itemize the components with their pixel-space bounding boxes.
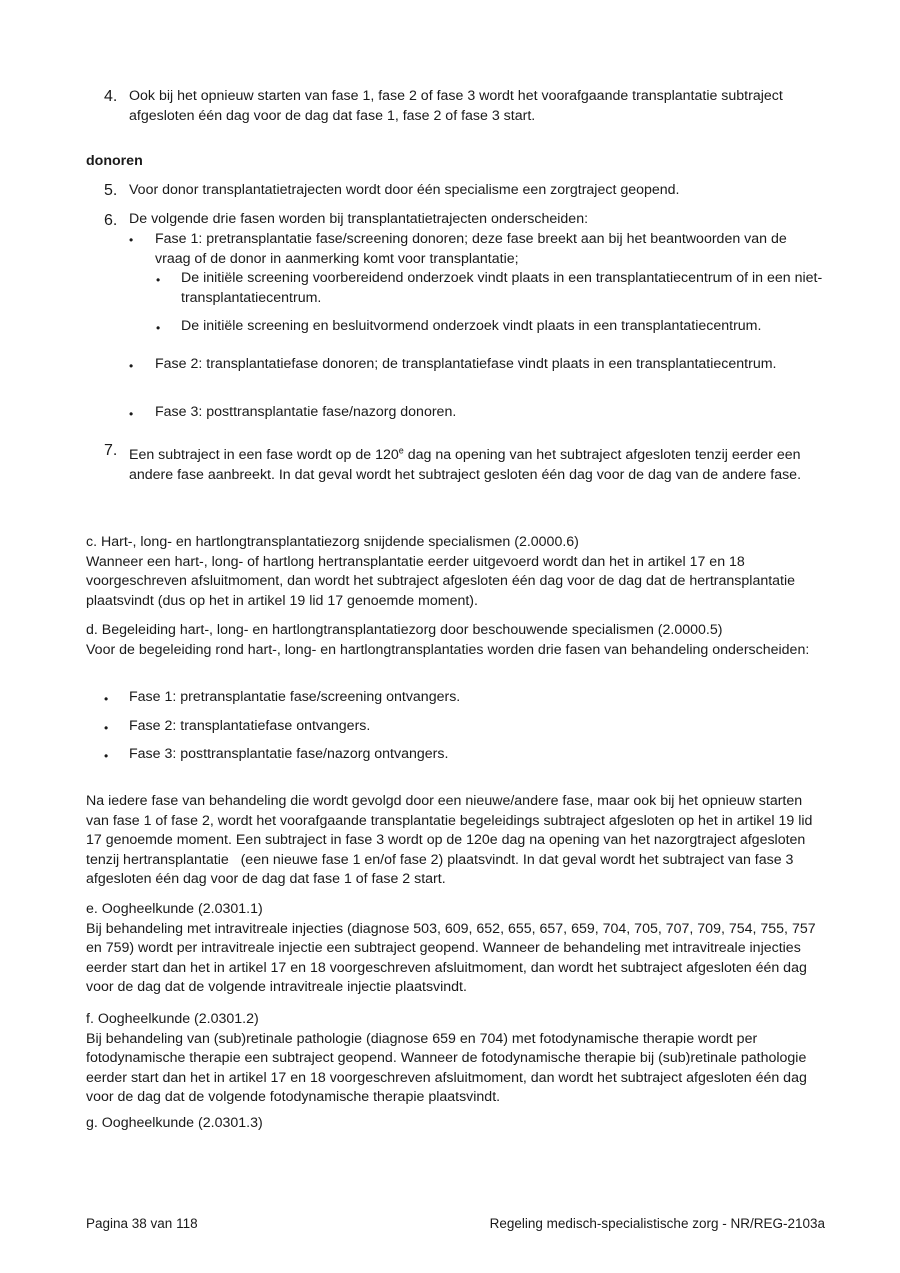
section-g-heading: g. Oogheelkunde (2.0301.3)	[86, 1115, 263, 1131]
page-number: Pagina 38 van 118	[86, 1216, 198, 1231]
section-body: Voor de begeleiding rond hart-, long- en hartlongtransplantaties worden drie fasen van behandeling onderscheiden:	[86, 641, 810, 658]
item7-text-after: dag na opening van het subtraject afgesloten tenzij eerder een andere fase aanbreekt. In dat geval wordt het subtraject gesloten één dag voor de dag van de andere fase.	[129, 447, 802, 483]
section-d-after: Na iedere fase van behandeling die wordt gevolgd door een nieuwe/andere fase, maar ook bij het opnieuw starten van fase 1 of fase 2, wordt het voorafgaande transplantatie begeleidings subtraject afgesloten op het in artikel 19 lid 17 genoemde moment. Een subtraject in fase 3 wordt op de 120e dag na opening van het nazorgtraject afgesloten tenzij hertransplantatie (een nieuwe fase 1 en/of fase 2) plaatsvindt. In dat geval wordt het subtraject van fase 3 afgesloten één dag voor de dag dat fase 1 of fase 2 start.	[86, 793, 817, 888]
sub-bullet-item: De initiële screening voorbereidend onderzoek vindt plaats in een transplantatiecentrum of in een niet-transplantatiecentrum.	[181, 270, 823, 306]
bullet-icon: •	[104, 721, 109, 735]
section-f	[86, 1010, 826, 1108]
bullet-icon: •	[156, 321, 161, 335]
bullet-item: Fase 2: transplantatiefase ontvangers.	[129, 718, 371, 734]
bullet-item: Fase 3: posttransplantatie fase/nazorg donoren.	[155, 404, 457, 420]
bullet-item: Fase 1: pretransplantatie fase/screening donoren; deze fase breekt aan bij het beantwoorden van de vraag of de donor in aanmerking komt voor transplantatie;	[155, 231, 787, 267]
list-number: 7.	[104, 442, 118, 459]
section-e	[86, 900, 826, 998]
superscript: e	[398, 445, 404, 456]
list-number: 6.	[104, 212, 118, 229]
list-number: 4.	[104, 88, 118, 105]
list-item-5: Voor donor transplantatietrajecten wordt door één specialisme een zorgtraject geopend.	[129, 182, 680, 198]
bullet-icon: •	[104, 749, 109, 763]
sub-bullet-item: De initiële screening en besluitvormend onderzoek vindt plaats in een transplantatiecentrum.	[181, 318, 762, 334]
item7-text-before: Een subtraject in een fase wordt op de 120	[129, 447, 399, 463]
list-item-6: De volgende drie fasen worden bij transplantatietrajecten onderscheiden:	[129, 211, 589, 227]
section-body: Wanneer een hart-, long- of hartlong hertransplantatie eerder uitgevoerd wordt dan het in artikel 17 en 18 voorgeschreven afsluitmoment, dan wordt het subtraject afgesloten één dag voor de dag dat de hertransplantatie plaatsvindt (dus op het in artikel 19 lid 17 genoemde moment).	[86, 553, 796, 609]
list-item-7	[129, 446, 829, 485]
section-body: Bij behandeling van (sub)retinale pathologie (diagnose 659 en 704) met fotodynamische therapie wordt per fotodynamische therapie een subtraject geopend. Wanneer de fotodynamische therapie bij (sub)retinale pathologie eerder start dan het in artikel 17 en 18 voorgeschreven afsluitmoment, dan wordt het subtraject afgesloten één dag voor de dag dat de volgende fotodynamische therapie plaatsvindt.	[86, 1030, 807, 1106]
section-body: Bij behandeling met intravitreale injecties (diagnose 503, 609, 652, 655, 657, 659, 704, 705, 707, 709, 754, 755, 757 en 759) wordt per intravitreale injectie een subtraject geopend. Wanneer de behandeling met intravitreale injecties eerder start dan het in artikel 17 en 18 voorgeschreven afsluitmoment, dan wordt het subtraject afgesloten één dag voor de dag dat de volgende intravitreale injectie plaatsvindt.	[86, 920, 816, 996]
bullet-icon: •	[129, 359, 134, 373]
section-heading: f. Oogheelkunde (2.0301.2)	[86, 1011, 259, 1027]
subheading-donoren: donoren	[86, 153, 143, 169]
bullet-icon: •	[129, 233, 134, 247]
list-item-4: Ook bij het opnieuw starten van fase 1, fase 2 of fase 3 wordt het voorafgaande transplantatie subtraject afgesloten één dag voor de dag dat fase 1, fase 2 of fase 3 start.	[129, 88, 783, 124]
bullet-item: Fase 3: posttransplantatie fase/nazorg ontvangers.	[129, 746, 449, 762]
bullet-item: Fase 2: transplantatiefase donoren; de transplantatiefase vindt plaats in een transplantatiecentrum.	[155, 356, 777, 372]
section-heading: c. Hart-, long- en hartlongtransplantatiezorg snijdende specialismen (2.0000.6)	[86, 534, 579, 550]
section-d	[86, 621, 826, 660]
list-number: 5.	[104, 182, 118, 199]
section-heading: d. Begeleiding hart-, long- en hartlongtransplantatiezorg door beschouwende specialismen (2.0000.5)	[86, 622, 723, 638]
section-heading: e. Oogheelkunde (2.0301.1)	[86, 901, 263, 917]
bullet-icon: •	[104, 692, 109, 706]
section-c	[86, 533, 826, 611]
bullet-icon: •	[156, 273, 161, 287]
document-title: Regeling medisch-specialistische zorg - NR/REG-2103a	[489, 1216, 825, 1231]
bullet-item: Fase 1: pretransplantatie fase/screening ontvangers.	[129, 689, 461, 705]
bullet-icon: •	[129, 407, 134, 421]
